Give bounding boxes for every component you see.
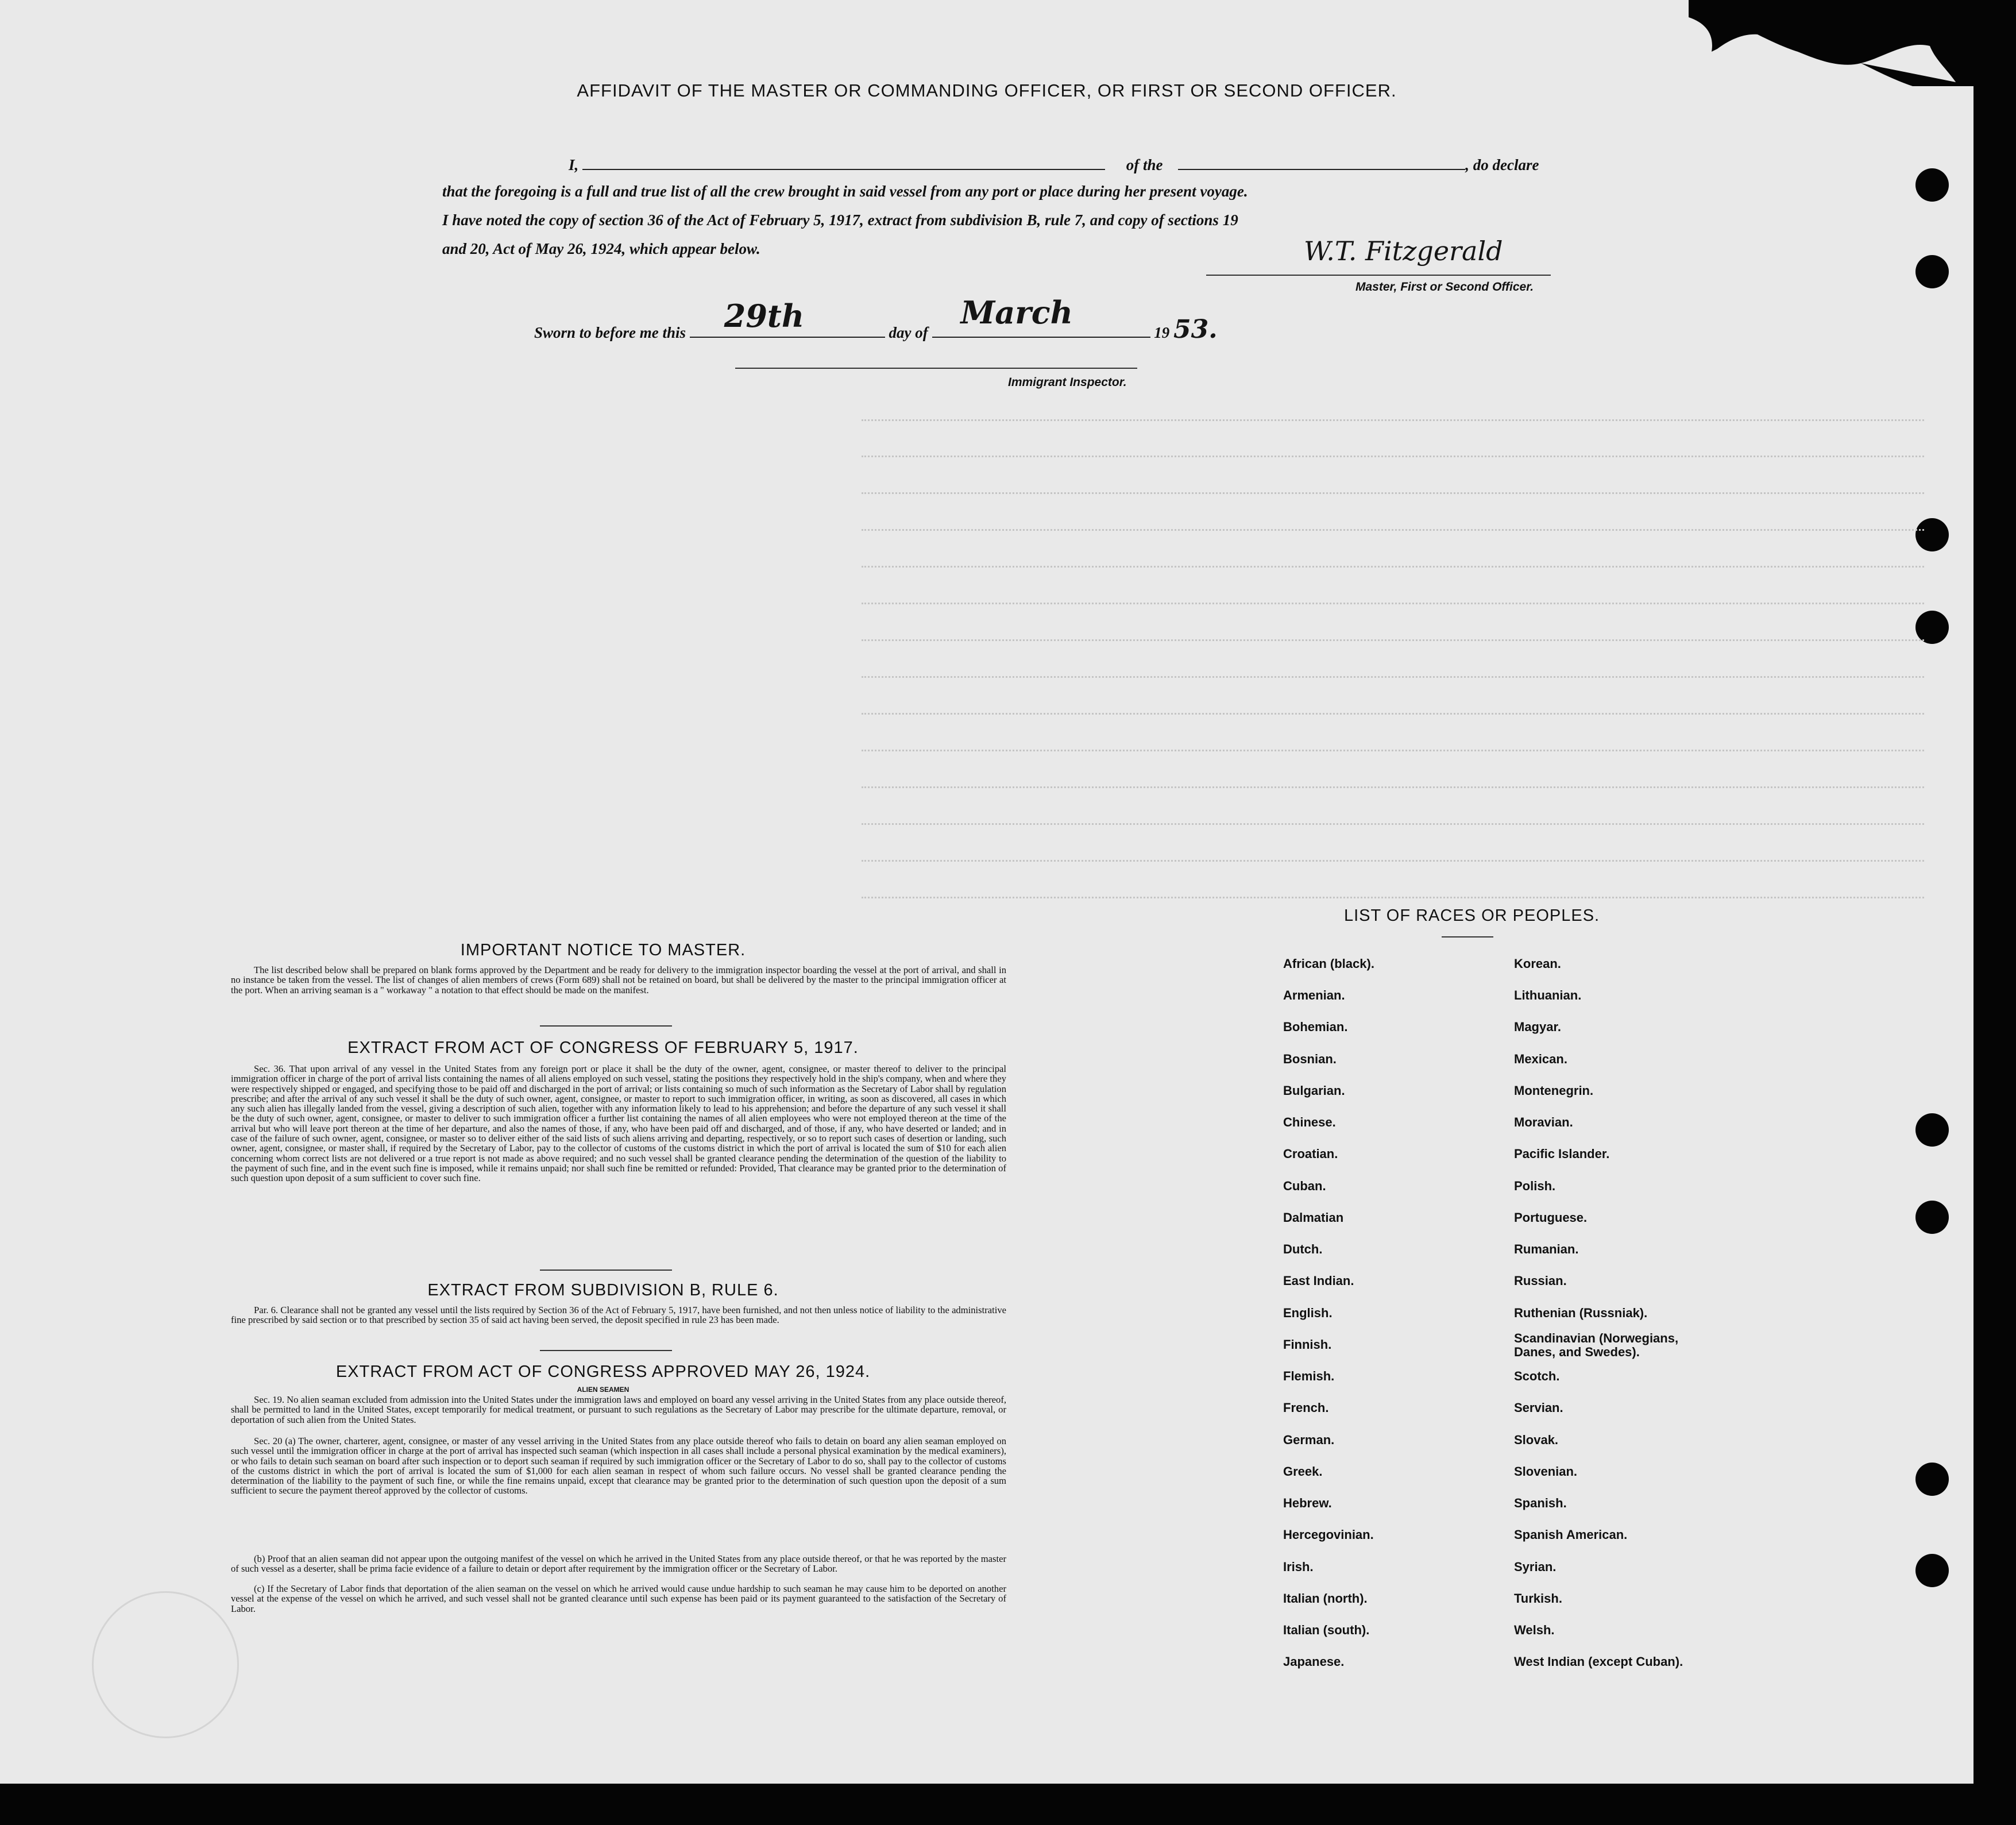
race-item: German. bbox=[1283, 1433, 1335, 1447]
race-item: Bohemian. bbox=[1283, 1020, 1348, 1034]
declaration-line-4: and 20, Act of May 26, 1924, which appear below. bbox=[442, 240, 760, 257]
race-item: West Indian (except Cuban). bbox=[1514, 1654, 1683, 1669]
race-item: Dalmatian bbox=[1283, 1210, 1344, 1225]
race-item: Turkish. bbox=[1514, 1591, 1562, 1606]
signature-line bbox=[1206, 275, 1551, 276]
race-item: Russian. bbox=[1514, 1274, 1567, 1288]
race-item: Bulgarian. bbox=[1283, 1083, 1345, 1098]
punch-hole bbox=[1915, 518, 1949, 551]
race-item: Scotch. bbox=[1514, 1369, 1560, 1383]
notice-body: The list described below shall be prepared on blank forms approved by the Department and be ready for delivery to the immigration inspector boarding the vessel at the port of arrival, and shall in no instance be taken from the vessel. The list of changes of alien members of crews (Form 689) shall not be retained on board, but shall be delivered by the master to the principal immigration officer at the port. When an arriving seaman is a " workaway " a notation to that effect should be made on the manifest. bbox=[231, 964, 1006, 996]
race-item: Chinese. bbox=[1283, 1115, 1336, 1129]
sworn-year-prefix: 19 bbox=[1154, 324, 1170, 341]
race-item: Croatian. bbox=[1283, 1147, 1338, 1161]
race-item: Polish. bbox=[1514, 1179, 1556, 1193]
extract-1917-title: EXTRACT FROM ACT OF CONGRESS OF FEBRUARY 5, 1917. bbox=[347, 1039, 859, 1057]
race-item: African (black). bbox=[1283, 956, 1374, 971]
race-item: Greek. bbox=[1283, 1464, 1323, 1479]
race-item: French. bbox=[1283, 1400, 1329, 1415]
extract-1917-body: Sec. 36. That upon arrival of any vessel in the United States from any foreign port or place it shall be the duty of the owner, agent, consignee, or master thereof to deliver to the principal immigration officer in charge of the port of arrival lists containing the names of all aliens employed on such vessel, stating the positions they respectively hold in the ship's company, when and where they were respectively shipped or engaged, and specifying those to be paid off and discharged in the port of arrival; or lists containing so much of such information as the Secretary of Labor shall by regulation prescribe; and after the arrival of any such vessel it shall be the duty of such owner, agent, consignee, or master to report to such immigration officer, in writing, as soon as discovered, all cases in which any such alien has illegally landed from the vessel, giving a description of such alien, together with any information likely to lead to his apprehension; and before the departure of any such vessel it shall be the duty of such owner, agent, consignee, or master to deliver to such immigration officer a further list containing the names of all alien employees who were not employed thereon at the time of the arrival but who will leave port thereon at the time of her departure, and also the names of those, if any, who have been paid off and discharged, and of those, if any, who have deserted or landed; and in case of the failure of such owner, agent, consignee, or master so to deliver either of the said lists of such aliens arriving and departing, respectively, or so to report such cases of desertion or landing, such owner, agent, consignee, or master shall, if required by the Secretary of Labor, pay to the collector of customs of the customs district in which the port of arrival is located the sum of $10 for each alien concerning whom correct lists are not delivered or a true report is not made as above required; and no such vessel shall be granted clearance pending the determination of the question of the liability to the payment of such fine, and in the event such fine is imposed, while it remains unpaid; nor shall such fine be remitted or refunded: Provided, That clearance may be granted prior to the determination of such question upon deposit of a sum sufficient to cover such fine. bbox=[231, 1063, 1007, 1184]
race-item: Moravian. bbox=[1514, 1115, 1573, 1129]
race-item: Bosnian. bbox=[1283, 1052, 1337, 1066]
torn-corner bbox=[1689, 0, 1976, 86]
race-item: Scandinavian (Norwegians, Danes, and Swedes). bbox=[1514, 1331, 1679, 1359]
race-item: Spanish American. bbox=[1514, 1527, 1628, 1542]
sworn-year-value: 53. bbox=[1173, 315, 1218, 344]
sworn-month-field[interactable] bbox=[932, 294, 1150, 338]
affidavit-title: AFFIDAVIT OF THE MASTER OR COMMANDING OFFICER, OR FIRST OR SECOND OFFICER. bbox=[577, 80, 1397, 101]
sworn-prefix: Sworn to before me this bbox=[534, 324, 686, 341]
race-item: Slovenian. bbox=[1514, 1464, 1578, 1479]
sworn-line bbox=[534, 294, 1218, 344]
faint-seal-stamp bbox=[92, 1591, 239, 1738]
punch-hole bbox=[1915, 168, 1949, 202]
sworn-day-value: 29th bbox=[724, 298, 805, 334]
race-item: Hebrew. bbox=[1283, 1496, 1332, 1510]
vessel-blank[interactable] bbox=[1178, 154, 1465, 170]
race-item: Ruthenian (Russniak). bbox=[1514, 1306, 1648, 1320]
section-20a-text: Sec. 20 (a) The owner, charterer, agent, consignee, or master of any vessel arriving in the United States from any place outside thereof who fails to detain on board any alien seaman employed on such vessel until the immigration officer in charge at the port of arrival has inspected such seaman (which inspection in all cases shall include a personal physical examination by the medical examiners), or who fails to detain such seaman on board after such inspection or to deport such seaman if required by such immigration officer or the Secretary of Labor to do so, shall pay to the collector of customs of the customs district in which the port of arrival is located the sum of $1,000 for each alien seaman in respect of whom such failure occurs. No vessel shall be granted clearance pending the determination of the liability to the payment of such fine, or while the fine remains unpaid, except that clearance may be granted prior to the determination of such question upon the deposit of a sum sufficient to secure the payment thereof approved by the collector of customs. bbox=[231, 1436, 1006, 1496]
punch-hole bbox=[1915, 1554, 1949, 1587]
race-item: East Indian. bbox=[1283, 1274, 1354, 1288]
declaration-line-1 bbox=[569, 154, 1539, 174]
declaration-line-2: that the foregoing is a full and true list of all the crew brought in said vessel from any port or place during her present voyage. bbox=[442, 183, 1248, 200]
race-item: Italian (south). bbox=[1283, 1623, 1370, 1637]
declaration-i: I, bbox=[569, 156, 579, 173]
race-item: Welsh. bbox=[1514, 1623, 1555, 1637]
race-item: Hercegovinian. bbox=[1283, 1527, 1374, 1542]
punch-hole bbox=[1915, 255, 1949, 288]
race-item: English. bbox=[1283, 1306, 1333, 1320]
rule-6-body: Par. 6. Clearance shall not be granted any vessel until the lists required by Section 36 of the Act of February 5, 1917, have been furnished, and not then unless notice of liability to the administrative fine prescribed by said section or to that prescribed by section 35 of said act having been served, the deposit specified in rule 23 has been made. bbox=[231, 1305, 1006, 1326]
punch-hole bbox=[1915, 1113, 1949, 1147]
race-item: Korean. bbox=[1514, 956, 1561, 971]
master-signature: W.T. Fitzgerald bbox=[1304, 236, 1503, 267]
sworn-day-of: day of bbox=[889, 324, 928, 341]
race-item: Pacific Islander. bbox=[1514, 1147, 1610, 1161]
race-item: Cuban. bbox=[1283, 1179, 1326, 1193]
race-item: Lithuanian. bbox=[1514, 988, 1582, 1002]
declaration-do-declare: , do declare bbox=[1465, 156, 1539, 173]
section-divider bbox=[540, 1350, 672, 1351]
race-item: Portuguese. bbox=[1514, 1210, 1588, 1225]
section-19-text: Sec. 19. No alien seaman excluded from admission into the United States under the immigration laws and employed on board any vessel arriving in the United States from any place outside thereof, shall be permitted to land in the United States, except temporarily for medical treatment, or pursuant to such regulations as the Secretary of Labor may prescribe for the ultimate departure, removal, or deportation of such alien from the United States. bbox=[231, 1394, 1006, 1425]
sworn-day-field[interactable] bbox=[690, 298, 885, 338]
race-item: Armenian. bbox=[1283, 988, 1345, 1002]
inspector-caption: Immigrant Inspector. bbox=[1008, 376, 1127, 389]
race-item: Syrian. bbox=[1514, 1560, 1557, 1574]
race-item: Slovak. bbox=[1514, 1433, 1559, 1447]
race-item: Finnish. bbox=[1283, 1337, 1332, 1352]
race-item: Irish. bbox=[1283, 1560, 1314, 1574]
notice-title: IMPORTANT NOTICE TO MASTER. bbox=[460, 941, 746, 959]
race-item: Dutch. bbox=[1283, 1242, 1323, 1256]
declaration-line-3: I have noted the copy of section 36 of the Act of February 5, 1917, extract from subdivision B, rule 7, and copy of sections 19 bbox=[442, 211, 1238, 229]
race-item: Montenegrin. bbox=[1514, 1083, 1594, 1098]
race-item: Magyar. bbox=[1514, 1020, 1561, 1034]
inspector-line bbox=[735, 368, 1137, 369]
declaration-of-the: of the bbox=[1126, 156, 1163, 173]
races-title-underline bbox=[1442, 936, 1493, 937]
race-item: Japanese. bbox=[1283, 1654, 1345, 1669]
section-divider bbox=[540, 1270, 672, 1271]
race-item: Rumanian. bbox=[1514, 1242, 1579, 1256]
race-item: Mexican. bbox=[1514, 1052, 1567, 1066]
section-divider bbox=[540, 1025, 672, 1027]
races-title: LIST OF RACES OR PEOPLES. bbox=[1344, 906, 1600, 925]
punch-hole bbox=[1915, 1201, 1949, 1234]
race-item: Servian. bbox=[1514, 1400, 1563, 1415]
signature-caption: Master, First or Second Officer. bbox=[1355, 280, 1534, 294]
section-20b-text: (b) Proof that an alien seaman did not appear upon the outgoing manifest of the vessel on which he arrived in the United States from any place outside thereof, or that he was reported by the master of such vessel as a deserter, shall be prima facie evidence of a failure to detain or deport after requirement by the immigration officer or the Secretary of Labor. bbox=[231, 1553, 1006, 1575]
punch-hole bbox=[1915, 1463, 1949, 1496]
race-item: Italian (north). bbox=[1283, 1591, 1368, 1606]
extract-1924-title: EXTRACT FROM ACT OF CONGRESS APPROVED MAY 26, 1924. bbox=[335, 1363, 871, 1381]
rule-6-title: EXTRACT FROM SUBDIVISION B, RULE 6. bbox=[427, 1281, 779, 1299]
sworn-month-value: March bbox=[960, 294, 1073, 331]
name-blank[interactable] bbox=[582, 154, 1105, 170]
section-20c-text: (c) If the Secretary of Labor finds that deportation of the alien seaman on the vessel on which he arrived would cause undue hardship to such seaman he may cause him to be deported on another vessel at the expense of the vessel on which he arrived, and such vessel shall not be granted clearance until such expense has been paid or its payment guaranteed to the satisfaction of the Secretary of Labor. bbox=[231, 1583, 1006, 1614]
extract-1924-subtitle: ALIEN SEAMEN bbox=[577, 1386, 629, 1394]
race-item: Flemish. bbox=[1283, 1369, 1335, 1383]
race-item: Spanish. bbox=[1514, 1496, 1567, 1510]
